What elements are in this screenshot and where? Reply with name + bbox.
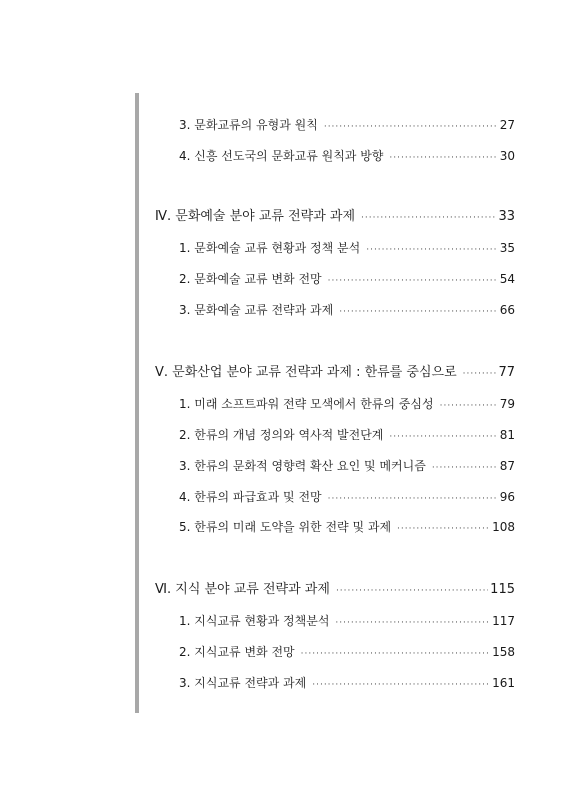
toc-entry[interactable]	[179, 116, 515, 136]
dot-leader	[440, 397, 498, 415]
toc-page-number: 27	[499, 118, 515, 132]
toc-page-number: 33	[498, 209, 515, 224]
toc-entry-title: 4. 신흥 선도국의 문화교류 원칙과 방향	[179, 149, 384, 163]
toc-entry[interactable]	[179, 301, 515, 321]
dot-leader	[301, 645, 490, 663]
toc-chapter-entry[interactable]	[155, 208, 515, 227]
toc-page-number: 35	[499, 241, 515, 255]
toc-entry[interactable]	[179, 270, 515, 290]
toc-entry[interactable]	[179, 457, 515, 477]
toc-page-number: 117	[492, 614, 515, 628]
toc-entry[interactable]	[179, 518, 515, 538]
toc-entry[interactable]	[179, 643, 515, 663]
dot-leader	[397, 520, 490, 538]
dot-leader	[361, 209, 496, 227]
dot-leader	[336, 582, 488, 600]
dot-leader	[339, 303, 497, 321]
dot-leader	[312, 676, 490, 694]
dot-leader	[328, 490, 498, 508]
toc-entry[interactable]	[179, 395, 515, 415]
dot-leader	[324, 118, 498, 136]
dot-leader	[335, 614, 490, 632]
toc-entry-title: 4. 한류의 파급효과 및 전망	[179, 490, 322, 504]
toc-entry[interactable]	[179, 426, 515, 446]
toc-chapter-title: Ⅳ. 문화예술 분야 교류 전략과 과제	[155, 209, 356, 224]
toc-page-number: 77	[498, 365, 515, 380]
dot-leader	[366, 241, 498, 259]
toc-entry-title: 5. 한류의 미래 도약을 위한 전략 및 과제	[179, 520, 392, 534]
dot-leader	[432, 459, 498, 477]
toc-entry-title: 3. 문화교류의 유형과 원칙	[179, 118, 318, 132]
toc-entry-title: 3. 지식교류 전략과 과제	[179, 676, 307, 690]
toc-entry[interactable]	[179, 612, 515, 632]
toc-entry-title: 2. 지식교류 변화 전망	[179, 645, 295, 659]
toc-page-number: 54	[499, 272, 515, 286]
toc-entry-title: 1. 문화예술 교류 현황과 정책 분석	[179, 241, 361, 255]
dot-leader	[389, 149, 497, 167]
toc-entry-title: 2. 문화예술 교류 변화 전망	[179, 272, 322, 286]
toc-entry[interactable]	[179, 674, 515, 694]
toc-entry-title: 1. 미래 소프트파워 전략 모색에서 한류의 중심성	[179, 397, 434, 411]
toc-page-number: 108	[492, 520, 515, 534]
toc-page-number: 87	[499, 459, 515, 473]
dot-leader	[328, 272, 498, 290]
toc-entry[interactable]	[179, 488, 515, 508]
toc-entry-title: 2. 한류의 개념 정의와 역사적 발전단계	[179, 428, 384, 442]
dot-leader	[463, 365, 497, 383]
left-margin-rule	[135, 93, 139, 713]
toc-entry-title: 3. 문화예술 교류 전략과 과제	[179, 303, 334, 317]
toc-chapter-title: Ⅵ. 지식 분야 교류 전략과 과제	[155, 582, 330, 597]
toc-page-number: 115	[490, 582, 515, 597]
toc-page-number: 96	[499, 490, 515, 504]
toc-page-number: 79	[499, 397, 515, 411]
toc-entry-title: 3. 한류의 문화적 영향력 확산 요인 및 메커니즘	[179, 459, 426, 473]
toc-entry-title: 1. 지식교류 현황과 정책분석	[179, 614, 330, 628]
toc-entry[interactable]	[179, 147, 515, 167]
toc-page-number: 81	[499, 428, 515, 442]
toc-page-number: 158	[492, 645, 515, 659]
toc-chapter-entry[interactable]	[155, 581, 515, 600]
toc-page-number: 66	[499, 303, 515, 317]
toc-page-number: 30	[499, 149, 515, 163]
dot-leader	[389, 428, 497, 446]
toc-chapter-entry[interactable]	[155, 364, 515, 383]
toc-entry[interactable]	[179, 239, 515, 259]
toc-page-number: 161	[492, 676, 515, 690]
toc-chapter-title: Ⅴ. 문화산업 분야 교류 전략과 과제 : 한류를 중심으로	[155, 365, 457, 380]
